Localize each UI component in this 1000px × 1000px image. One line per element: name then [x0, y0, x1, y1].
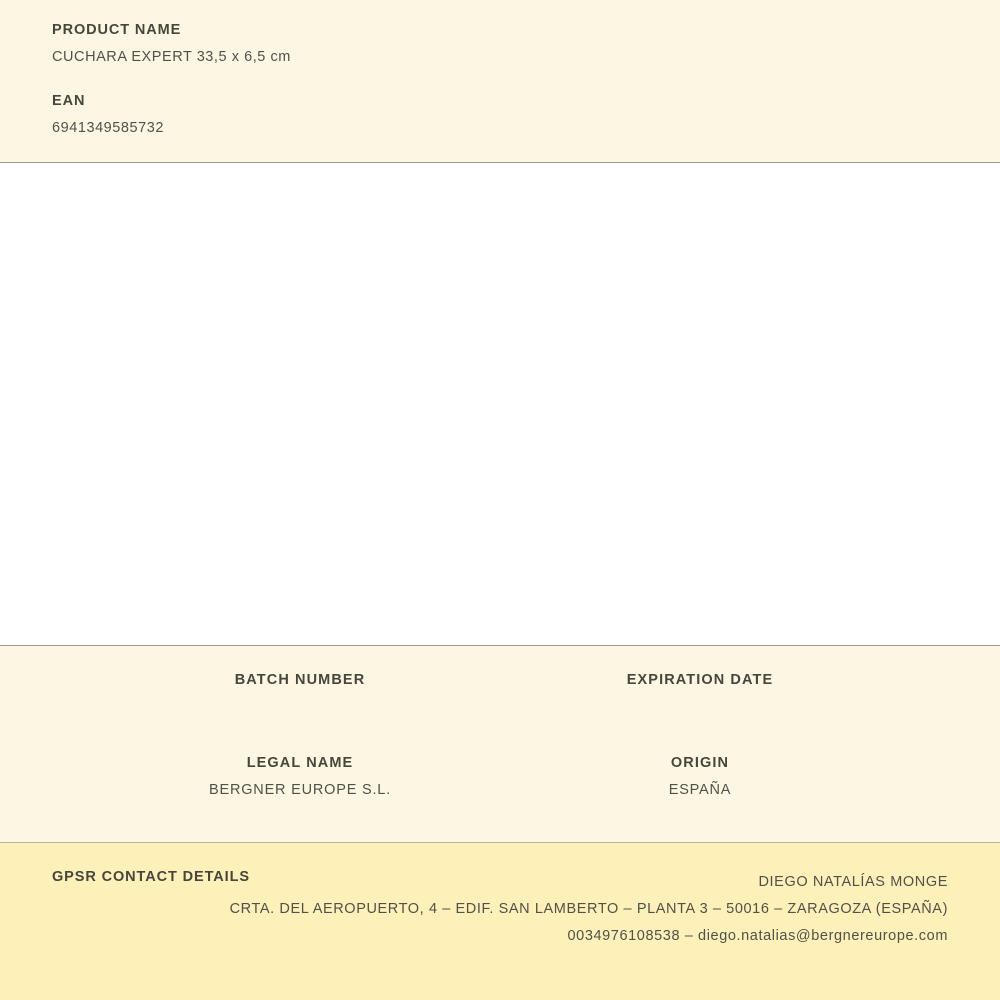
legal-name-value: BERGNER EUROPE S.L. — [209, 782, 391, 798]
origin-cell — [600, 755, 800, 798]
origin-value: ESPAÑA — [668, 782, 732, 798]
origin-label: ORIGIN — [670, 755, 730, 771]
gpsr-footer — [0, 843, 1000, 1000]
product-name-value: CUCHARA EXPERT 33,5 x 6,5 cm — [52, 49, 291, 65]
gpsr-contact-details-label: GPSR CONTACT DETAILS — [52, 869, 250, 885]
gpsr-contact-phone-email: 0034976108538 – diego.natalias@bergnereurope.com — [567, 928, 948, 944]
origin-spacer — [400, 755, 600, 798]
product-info-block — [0, 0, 1000, 163]
ean-value: 6941349585732 — [52, 120, 164, 136]
expiration-date-label: EXPIRATION DATE — [626, 672, 774, 688]
batch-number-label: BATCH NUMBER — [234, 672, 366, 688]
product-name-label: PRODUCT NAME — [52, 22, 182, 38]
expiration-date-cell — [600, 672, 800, 715]
spacer-cell-2 — [0, 755, 200, 798]
expiration-spacer — [400, 672, 600, 715]
batch-expiration-row — [0, 672, 1000, 715]
legal-origin-row — [0, 755, 1000, 798]
legal-name-cell — [200, 755, 400, 798]
expiration-date-value — [600, 699, 800, 715]
legal-name-label: LEGAL NAME — [246, 755, 354, 771]
gpsr-contact-address: CRTA. DEL AEROPUERTO, 4 – EDIF. SAN LAMBERTO – PLANTA 3 – 50016 – ZARAGOZA (ESPAÑA) — [229, 901, 948, 917]
product-image-area — [0, 163, 1000, 646]
ean-field — [0, 93, 1000, 136]
batch-number-value — [200, 699, 400, 715]
product-name-field — [0, 22, 1000, 65]
spacer-cell — [0, 672, 200, 715]
batch-number-cell — [200, 672, 400, 715]
gpsr-contact-name: DIEGO NATALÍAS MONGE — [758, 874, 948, 890]
ean-label: EAN — [52, 93, 86, 109]
details-band — [0, 646, 1000, 843]
